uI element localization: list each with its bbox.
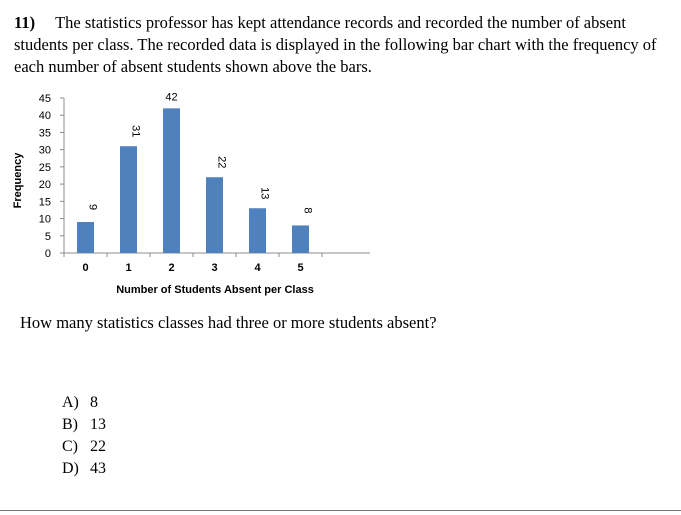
- y-tick-label: 15: [38, 196, 51, 209]
- choice-letter: A): [62, 394, 79, 411]
- y-tick-label: 5: [44, 230, 51, 243]
- data-label: 22: [215, 156, 228, 169]
- y-tick-label: 45: [38, 93, 51, 105]
- choice-a[interactable]: [62, 392, 106, 414]
- answer-choices: [62, 392, 106, 480]
- data-label: 8: [301, 207, 314, 214]
- choice-value: 13: [90, 416, 106, 433]
- choice-c[interactable]: [62, 436, 106, 458]
- x-tick-label: 4: [254, 262, 261, 274]
- y-tick-label: 30: [38, 144, 51, 157]
- y-tick-label: 35: [38, 127, 51, 140]
- y-tick-label: 25: [38, 161, 51, 174]
- y-tick-label: 0: [44, 248, 51, 260]
- data-label: 31: [129, 125, 142, 138]
- x-tick-label: 2: [168, 262, 175, 274]
- x-tick-label: 1: [125, 262, 132, 274]
- data-label: 9: [86, 203, 99, 211]
- choice-value: 8: [90, 394, 98, 411]
- choice-d[interactable]: [62, 458, 106, 480]
- bottom-divider: [0, 510, 681, 511]
- data-label: 13: [258, 187, 271, 200]
- x-axis-label: Number of Students Absent per Class: [116, 284, 314, 296]
- question-body: The statistics professor has kept attendance records and recorded the number of absent students per class. The recorded data is displayed in the following bar chart with the frequency of each number of absent students shown above the bars.: [14, 13, 657, 76]
- data-label: 42: [165, 91, 178, 104]
- choice-letter: C): [62, 438, 78, 455]
- question-number: 11): [14, 13, 36, 32]
- bar-chart: [0, 85, 681, 305]
- choice-letter: D): [62, 460, 79, 477]
- choice-b[interactable]: [62, 414, 106, 436]
- y-tick-label: 20: [38, 179, 51, 192]
- bar: [292, 225, 309, 253]
- bar: [206, 177, 223, 253]
- y-axis-label: Frequency: [12, 152, 24, 209]
- bar: [77, 222, 94, 253]
- x-tick-label: 5: [297, 262, 304, 274]
- bar: [163, 108, 180, 253]
- choice-value: 43: [90, 460, 106, 477]
- y-tick-label: 10: [38, 213, 51, 226]
- x-tick-label: 3: [211, 262, 218, 274]
- y-tick-label: 40: [38, 110, 51, 123]
- question-text: [14, 12, 674, 78]
- bar: [120, 146, 137, 253]
- choice-letter: B): [62, 416, 78, 433]
- bar: [249, 208, 266, 253]
- x-tick-label: 0: [82, 262, 89, 274]
- choice-value: 22: [90, 438, 106, 455]
- question-prompt: How many statistics classes had three or more students absent?: [20, 313, 437, 332]
